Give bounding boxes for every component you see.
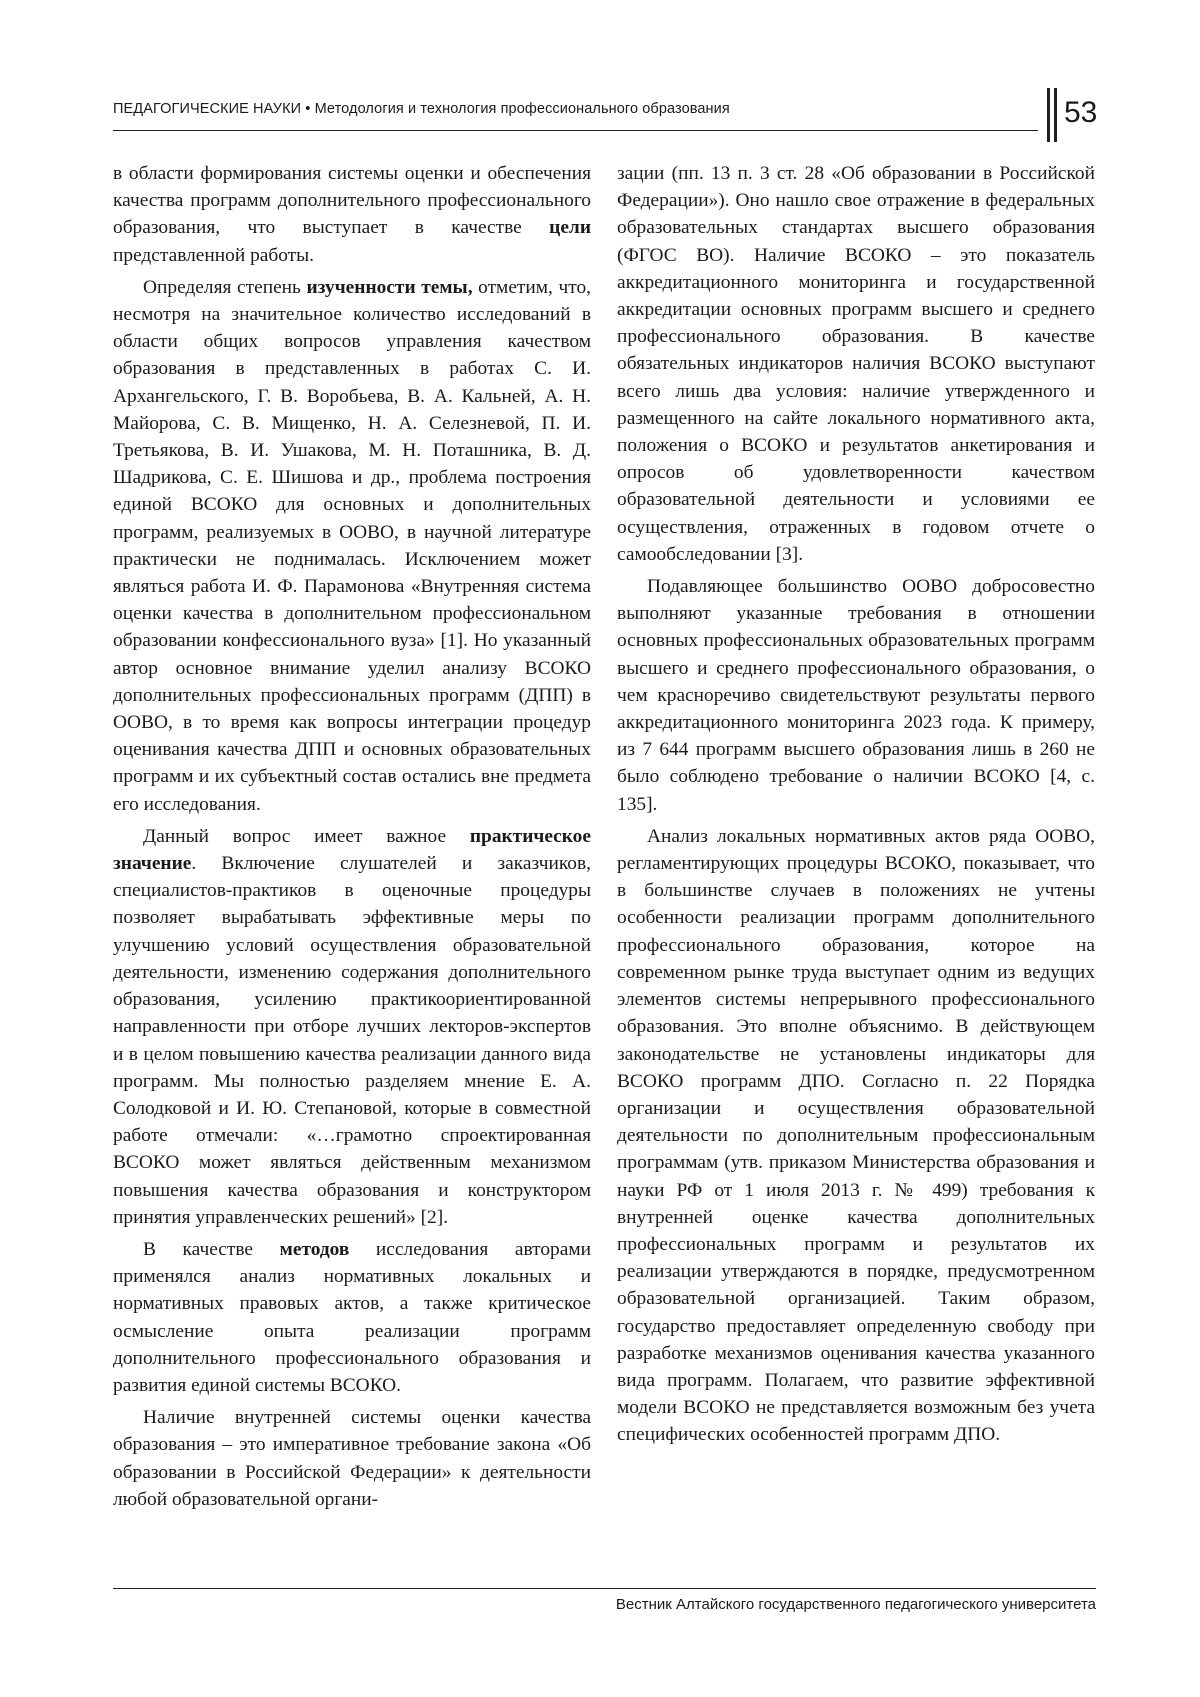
left-paragraph-5: Наличие внутренней системы оценки качества образования – это императивное требование закона «Об образовании в Российской Федерации» к деятельности любой образовательной органи- (113, 1407, 591, 1510)
left-paragraph-1 (113, 160, 591, 269)
text-run: представленной работы. (113, 244, 315, 266)
text-run: Определяя степень (143, 276, 307, 298)
right-paragraph-2: Подавляющее большинство ООВО добросовестно выполняют указанные требования в отношении основных профессиональных образовательных программ высшего и среднего профессионального образования, о чем красноречиво свидетельствуют результаты первого аккредитационного мониторинга 2023 года. К примеру, из 7 644 программ высшего образования лишь в 260 не было соблюдено требование о наличии ВСОКО [4, с. 135]. (617, 576, 1095, 815)
header-separator: • (301, 101, 315, 117)
left-paragraph-2 (113, 274, 591, 818)
text-run: Данный вопрос имеет важное (143, 825, 470, 847)
bold-term: методов (279, 1238, 350, 1260)
bold-term: изученности темы, (306, 276, 473, 298)
left-paragraph-3 (113, 823, 591, 1231)
header-rule (113, 130, 1038, 131)
text-run: . Включение слушателей и заказчиков, специалистов-практиков в оценочные процедуры позволяет вырабатывать эффективные меры по улучшению условий осуществления образовательной деятельности, изменению содержания дополнительного образования, усилению практикоориентированной направленности при отборе лучших лекторов-экспертов и в целом повышению качества реализации данного вида программ. Мы полностью разделяем мнение Е. А. Солодковой и И. Ю. Степановой, которые в совместной работе отмечали: «…грамотно спроектированная ВСОКО может являться действенным механизмом повышения качества образования и конструктором принятия управленческих решений» [2]. (113, 853, 591, 1228)
bold-term: цели (549, 217, 591, 239)
right-column (617, 160, 1095, 1454)
text-run: в области формирования системы оценки и обеспечения качества программ дополнительного профессионального образования, что выступает в качестве (113, 163, 591, 239)
journal-footer: Вестник Алтайского государственного педагогического университета (615, 1596, 1096, 1613)
running-header (113, 95, 1038, 131)
right-paragraph-1: зации (пп. 13 п. 3 ст. 28 «Об образовании в Российской Федерации»). Оно нашло свое отражение в федеральных образовательных стандартах высшего образования (ФГОС ВО). Наличие ВСОКО – это показатель аккредитационного мониторинга и государственной аккредитации основных программ высшего и среднего профессионального образования. В качестве обязательных индикаторов наличия ВСОКО выступают всего лишь два условия: наличие утвержденного и размещенного на сайте локального нормативного акта, положения о ВСОКО и результатов анкетирования и опросов об удовлетворенности качеством образовательной деятельности и условиями ее осуществления, отраженных в годовом отчете о самообследовании [3]. (617, 163, 1095, 565)
header-bar-left (1047, 88, 1050, 142)
running-header-text (113, 101, 730, 117)
left-paragraph-4 (113, 1236, 591, 1399)
bold-term: практическое значение (113, 825, 591, 875)
text-run: отметим, что, несмотря на значительное количество исследований в области общих вопросов управления качеством образования в представленных в работах С. И. Архангельского, Г. В. Воробьева, В. А. Кальней, А. Н. Майорова, С. В. Мищенко, Н. А. Селезневой, П. И. Третьякова, В. И. Ушакова, М. Н. Поташника, В. Д. Шадрикова, С. Е. Шишова и др., проблема построения единой ВСОКО для основных и дополнительных программ, реализуемых в ООВО, в научной литературе практически не поднималась. Исключением может являться работа И. Ф. Парамонова «Внутренняя система оценки качества в дополнительном профессиональном образовании конфессионального вуза» [1]. Но указанный автор основное внимание уделил анализу ВСОКО дополнительных профессиональных программ (ДПП) в ООВО, в то время как вопросы интеграции процедур оценивания качества ДПП и основных образовательных программ и их субъектный состав остались вне предмета его исследования. (113, 276, 591, 815)
header-section: ПЕДАГОГИЧЕСКИЕ НАУКИ (113, 101, 302, 117)
page-number: 53 (1064, 96, 1098, 129)
header-subsection: Методология и технология профессионального образования (314, 101, 730, 117)
footer-rule (113, 1588, 1096, 1589)
text-run: исследования авторами применялся анализ нормативных локальных и нормативных правовых актов, а также критическое осмысление опыта реализации программ дополнительного профессионального образования и развития единой системы ВСОКО. (113, 1238, 591, 1396)
text-run: В качестве (143, 1238, 280, 1260)
right-paragraph-3: Анализ локальных нормативных актов ряда ООВО, регламентирующих процедуры ВСОКО, показывает, что в большинстве случаев в положениях не учтены особенности реализации программ дополнительного профессионального образования, которое на современном рынке труда выступает одним из ведущих элементов системы непрерывного профессионального образования. Это вполне объяснимо. В действующем законодательстве не установлены индикаторы для ВСОКО программ ДПО. Согласно п. 22 Порядка организации и осуществления образовательной деятельности по дополнительным профессиональным программам (утв. приказом Министерства образования и науки РФ от 1 июля 2013 г. № 499) требования к внутренней оценке качества дополнительных профессиональных программ и результатов их реализации утверждаются в порядке, предусмотренном образовательной организацией. Таким образом, государство предоставляет определенную свободу при разработке механизмов оценивания качества указанного вида программ. Полагаем, что развитие эффективной модели ВСОКО не представляется возможным без учета специфических особенностей программ ДПО. (617, 825, 1095, 1446)
header-bar-right (1054, 88, 1057, 142)
left-column (113, 160, 591, 1518)
